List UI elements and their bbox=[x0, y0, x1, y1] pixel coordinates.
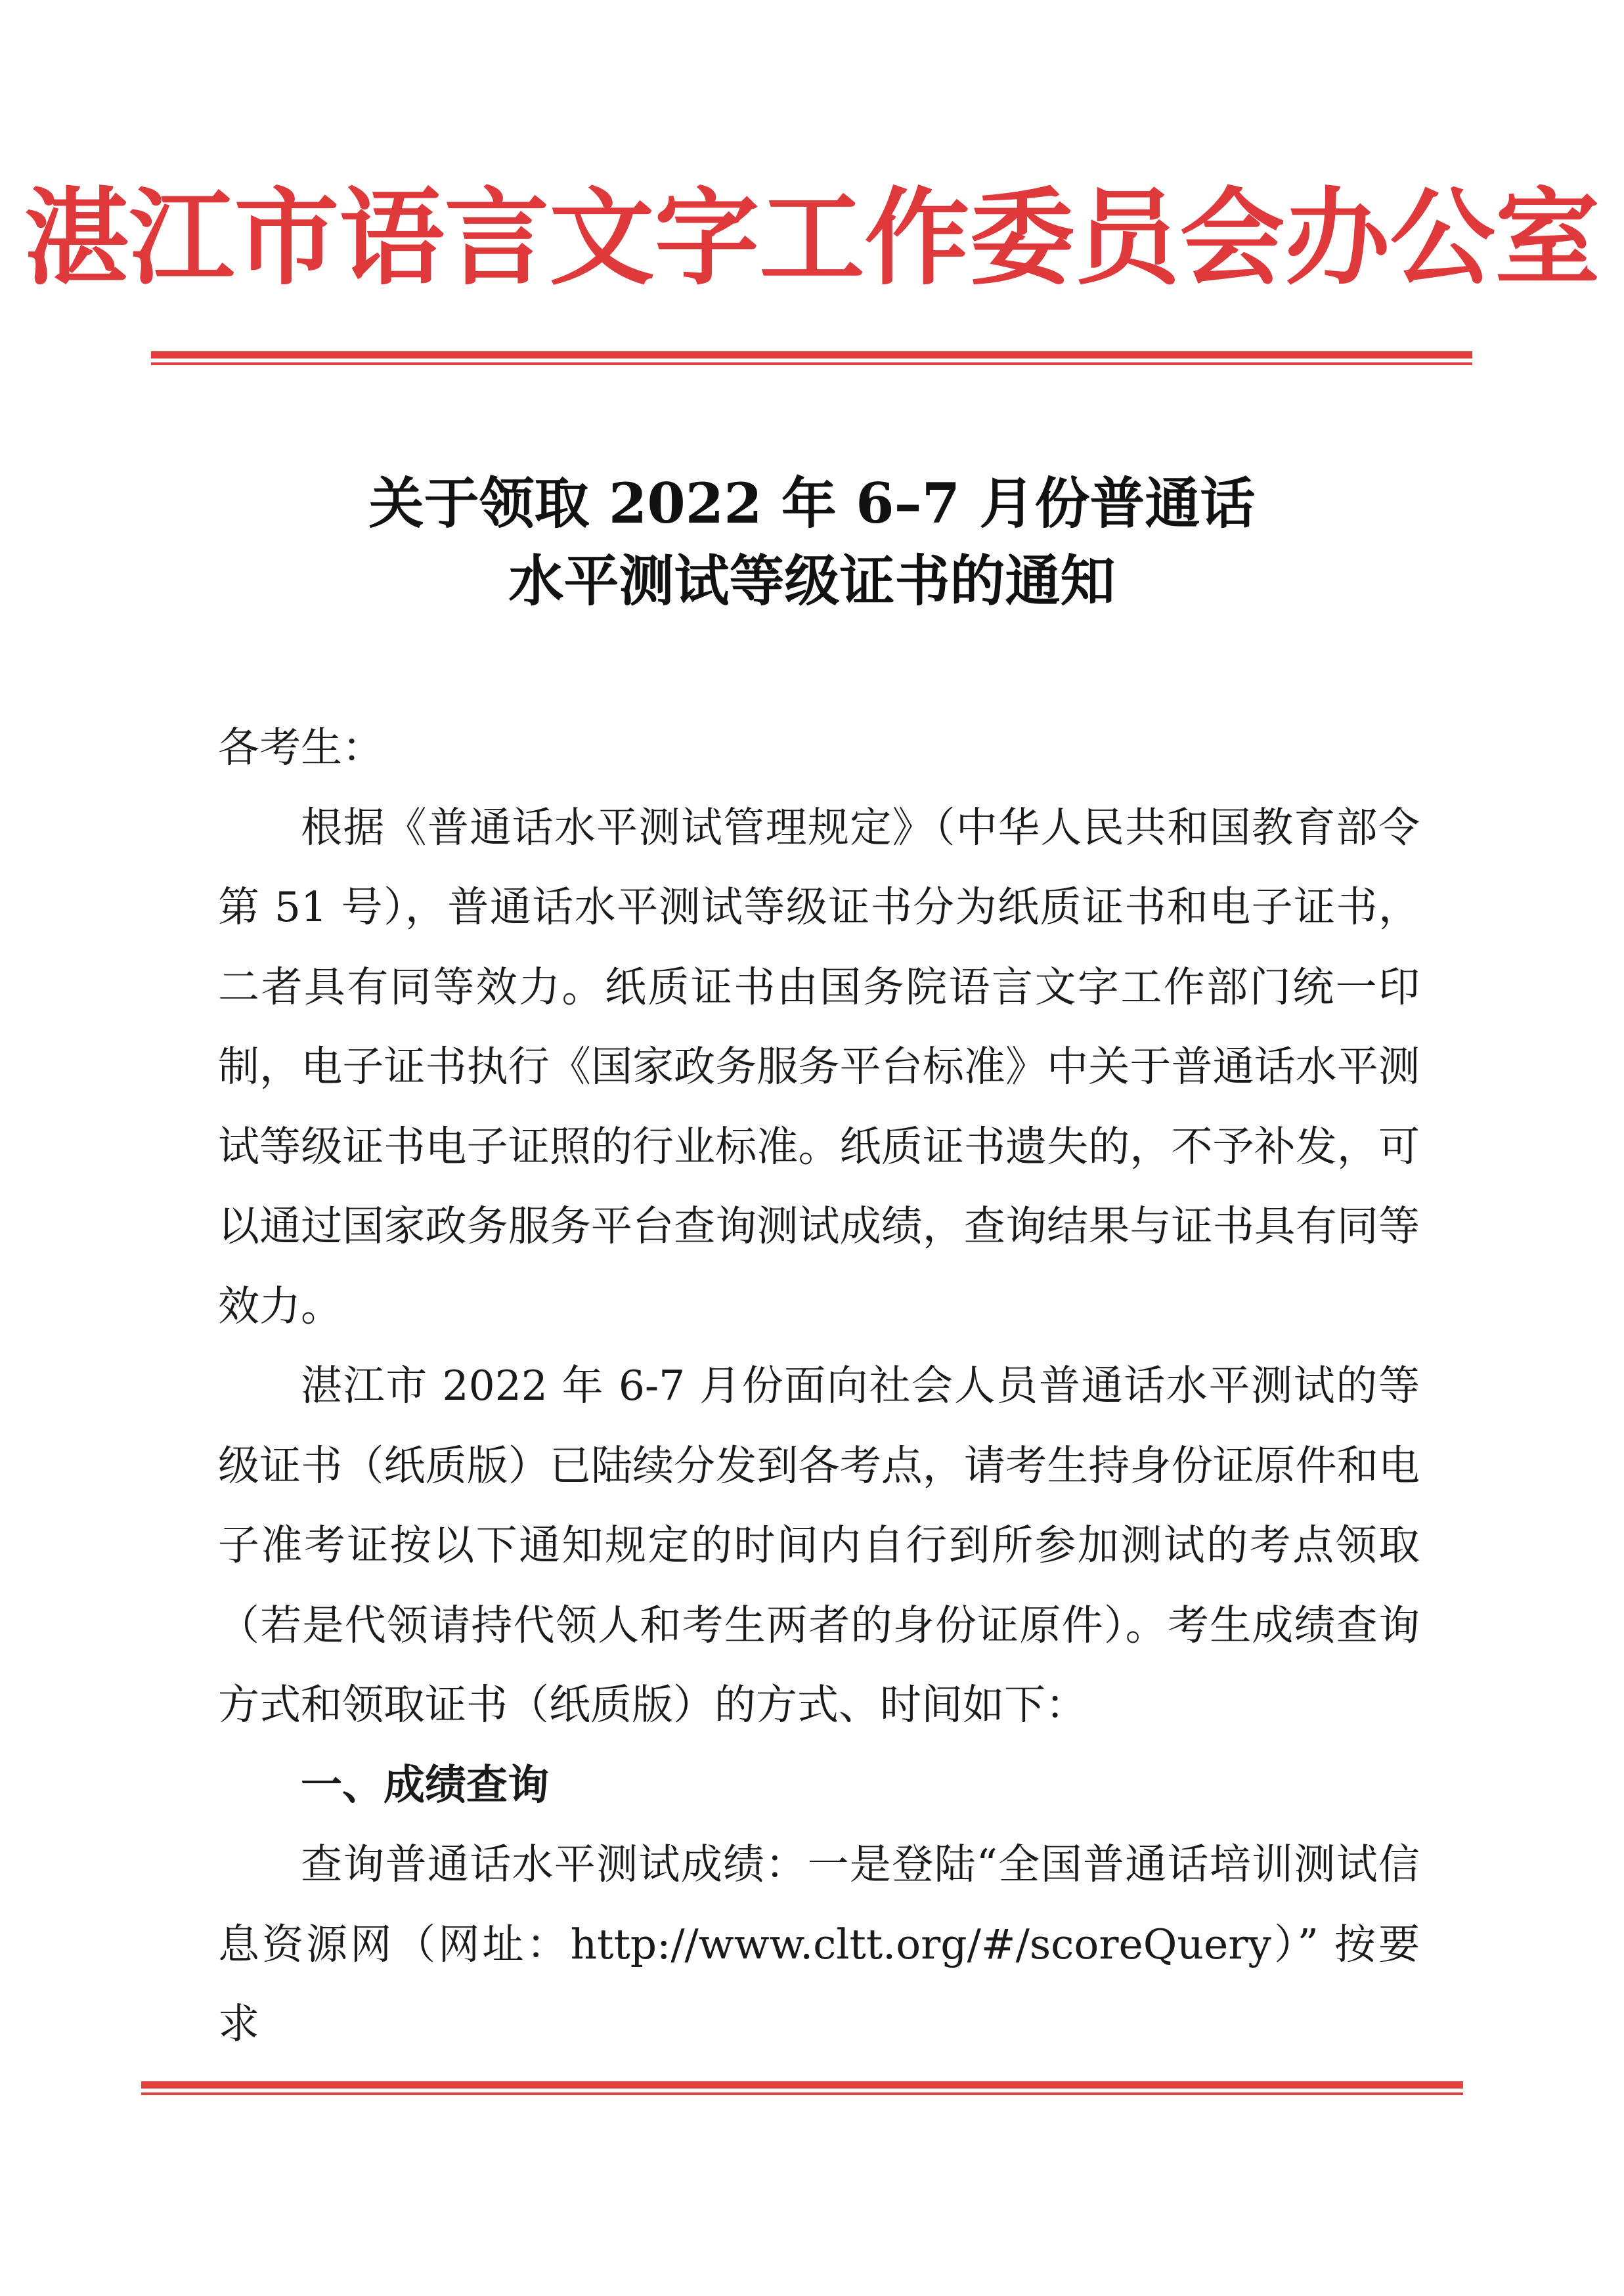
document-body bbox=[218, 708, 1420, 2064]
section-heading: 一、成绩查询 bbox=[301, 1760, 549, 1809]
document-title-line-2: 水平测试等级证书的通知 bbox=[508, 548, 1116, 613]
letterhead-red-rule bbox=[151, 351, 1472, 368]
salutation: 各考生： bbox=[218, 724, 384, 771]
document-title-line-1: 关于领取 2022 年 6–7 月份普通话 bbox=[368, 471, 1256, 536]
red-rule-thick-line bbox=[151, 351, 1472, 358]
red-rule-thick-line bbox=[141, 2081, 1463, 2089]
section-paragraph: 查询普通话水平测试成绩：一是登陆“全国普通话培训测试信息资源网（网址：http://www.cltt.org/#/scoreQuery）” 按要求 bbox=[218, 1840, 1420, 2048]
body-paragraph: 湛江市 2022 年 6-7 月份面向社会人员普通话水平测试的等级证书（纸质版）已陆续分发到各考点，请考生持身份证原件和电子准考证按以下通知规定的时间内自行到所参加测试的考点领取（若是代领请持代领人和考生两者的身份证原件）。考生成绩查询方式和领取证书（纸质版）的方式、时间如下： bbox=[218, 1362, 1420, 1729]
red-rule-thin-line bbox=[141, 2092, 1463, 2095]
document-title bbox=[0, 465, 1624, 620]
red-rule-thin-line bbox=[151, 362, 1472, 365]
footer-red-rule bbox=[141, 2081, 1463, 2098]
body-paragraph: 根据《普通话水平测试管理规定》（中华人民共和国教育部令第 51 号），普通话水平测试等级证书分为纸质证书和电子证书，二者具有同等效力。纸质证书由国务院语言文字工作部门统一印制，电子证书执行《国家政务服务平台标准》中关于普通话水平测试等级证书电子证照的行业标准。纸质证书遗失的，不予补发，可以通过国家政务服务平台查询测试成绩，查询结果与证书具有同等效力。 bbox=[218, 803, 1420, 1330]
letterhead-org-name: 湛江市语言文字工作委员会办公室 bbox=[24, 176, 1600, 299]
